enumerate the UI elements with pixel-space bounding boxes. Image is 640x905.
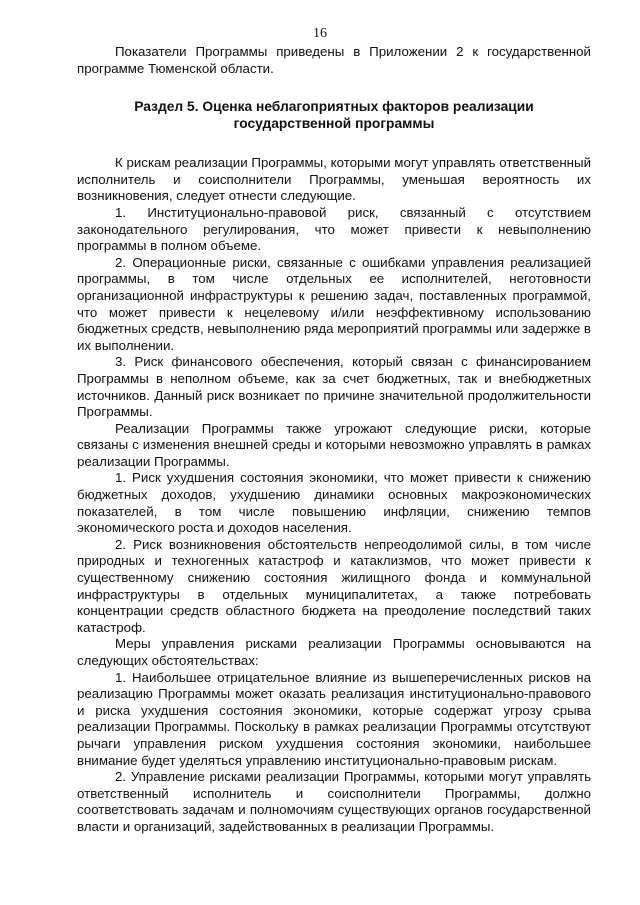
section-heading <box>77 98 591 132</box>
measures-intro: Меры управления рисками реализации Программы основываются на следующих обстоятельствах: <box>77 636 591 668</box>
section-heading-line-2: государственной программы <box>233 116 435 132</box>
measure-1: 1. Наибольшее отрицательное влияние из вышеперечисленных рисков на реализацию Программы может оказать реализация институционально-правового и риска ухудшения состояния экономики, которые содержат угрозу срыва реализации Программы. Поскольку в рамках реализации Программы отсутствуют рычаги управления риском ухудшения состояния экономики, наибольшее внимание будет уделяться управлению институционально-правовым рискам. <box>77 669 591 768</box>
section-heading-line-1: Раздел 5. Оценка неблагоприятных факторов реализации <box>134 99 534 115</box>
document-body <box>77 44 591 836</box>
risk-economy: 1. Риск ухудшения состояния экономики, что может привести к снижению бюджетных доходов, ухудшению динамики основных макроэкономических показателей, в том числе повышению инфляции, снижению темпов экономического роста и доходов населения. <box>77 470 591 536</box>
risk-institutional-legal: 1. Институционально-правовой риск, связанный с отсутствием законодательного регулирования, что может привести к невыполнению программы в полном объеме. <box>77 204 591 254</box>
measure-2: 2. Управление рисками реализации Программы, которыми могут управлять ответственный исполнитель и соисполнители Программы, должно соответствовать задачам и полномочиям существующих органов государственной власти и организаций, задействованных в реализации Программы. <box>77 769 591 834</box>
risk-force-majeure: 2. Риск возникновения обстоятельств непреодолимой силы, в том числе природных и техногенных катастроф и катаклизмов, что может привести к существенному снижению состояния жилищного фонда и коммунальной инфраструктуры в отдельных муниципалитетах, а также потребовать концентрации средств областного бюджета на преодоление последствий таких катастроф. <box>77 536 591 635</box>
risk-financial: 3. Риск финансового обеспечения, который связан с финансированием Программы в неполном объеме, как за счет бюджетных, так и внебюджетных источников. Данный риск возникает по причине значительной продолжительности Программы. <box>77 354 591 420</box>
risks-intro-paragraph: К рискам реализации Программы, которыми могут управлять ответственный исполнитель и соисполнители Программы, уменьшая вероятность их возникновения, следует отнести следующие. <box>77 155 591 204</box>
risk-operational: 2. Операционные риски, связанные с ошибками управления реализацией программы, в том числе отдельных ее исполнителей, неготовности организационной инфраструктуры к решению задач, поставленных программой, что может привести к нецелевому и/или неэффективному использованию бюджетных средств, невыполнению ряда мероприятий программы или задержке в их выполнении. <box>77 254 591 353</box>
page-number: 16 <box>313 26 327 41</box>
external-risks-intro: Реализации Программы также угрожают следующие риски, которые связаны с изменения внешней среды и которыми невозможно управлять в рамках реализации Программы. <box>77 420 591 469</box>
intro-paragraph: Показатели Программы приведены в Приложении 2 к государственной программе Тюменской области. <box>77 44 591 76</box>
